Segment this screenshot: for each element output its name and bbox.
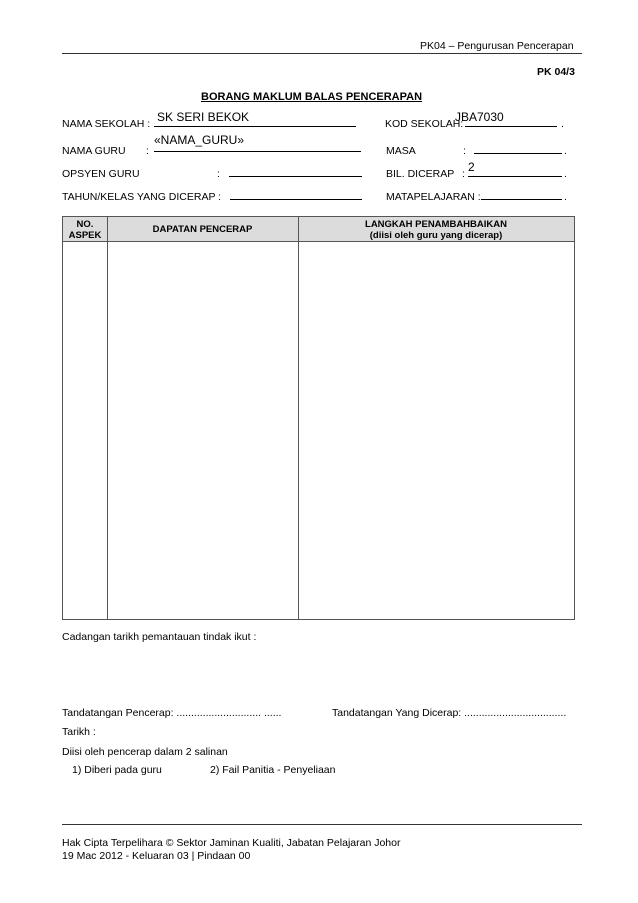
col-langkah-note: (diisi oleh guru yang dicerap) [369,230,503,241]
nama-sekolah-label: NAMA SEKOLAH : [62,118,151,130]
dapatan-cell[interactable] [108,242,298,618]
salinan-item-2: 2) Fail Panitia - Penyeliaan [210,764,336,776]
header-divider [62,53,582,54]
nama-sekolah-line [154,126,356,127]
aspek-cell[interactable] [63,242,107,618]
col-no-aspek [63,219,107,241]
opsyen-line[interactable] [229,176,362,177]
nama-sekolah-value[interactable]: SK SERI BEKOK [157,110,250,124]
masa-label: MASA [386,145,416,157]
matapelajaran-line[interactable] [481,199,562,200]
kod-sekolah-line [465,126,557,127]
bil-dicerap-colon: : [462,168,465,180]
col-langkah-penambahbaikan [298,219,574,241]
opsyen-colon: : [217,168,220,180]
tarikh-label: Tarikh : [62,726,96,738]
col-langkah-title: LANGKAH PENAMBAHBAIKAN [365,219,507,230]
tahun-kelas-label: TAHUN/KELAS YANG DICERAP : [62,191,222,203]
matapelajaran-label: MATAPELAJARAN : [386,191,481,203]
col-no-label: NO. [76,219,94,230]
cadangan-tarikh-label: Cadangan tarikh pemantauan tindak ikut : [62,631,257,643]
col-dapatan-pencerap: DAPATAN PENCERAP [152,224,253,235]
opsyen-label: OPSYEN GURU [62,168,140,180]
col-aspek-label: ASPEK [68,230,102,241]
bil-dicerap-period: . [564,168,567,180]
nama-guru-label: NAMA GURU [62,145,126,157]
bil-dicerap-label: BIL. DICERAP [386,168,455,180]
matapelajaran-period: . [564,191,567,203]
masa-line[interactable] [474,153,562,154]
document-reference: PK04 – Pengurusan Pencerapan [420,40,574,52]
masa-period: . [564,145,567,157]
tandatangan-pencerap[interactable]: Tandatangan Pencerap: ............................. ...... [62,707,282,719]
kod-sekolah-period: . [561,118,564,130]
kod-sekolah-value[interactable]: JBA7030 [455,110,504,124]
salinan-item-1: 1) Diberi pada guru [72,764,162,776]
footer-copyright: Hak Cipta Terpelihara © Sektor Jaminan Kualiti, Jabatan Pelajaran Johor [62,837,401,849]
form-code: PK 04/3 [537,66,575,78]
nama-guru-value[interactable]: «NAMA_GURU» [154,133,245,147]
kod-sekolah-label: KOD SEKOLAH: [385,118,464,130]
langkah-cell[interactable] [299,242,574,618]
footer-divider [62,824,582,825]
bil-dicerap-line [468,176,562,177]
masa-colon: : [463,145,466,157]
footer-version: 19 Mac 2012 - Keluaran 03 | Pindaan 00 [62,850,251,862]
bil-dicerap-value[interactable]: 2 [468,160,475,174]
salinan-note: Diisi oleh pencerap dalam 2 salinan [62,746,228,758]
form-title: BORANG MAKLUM BALAS PENCERAPAN [201,91,423,103]
tandatangan-dicerap[interactable]: Tandatangan Yang Dicerap: ................................... [332,707,567,719]
tahun-kelas-line[interactable] [230,199,362,200]
nama-guru-colon: : [146,145,149,157]
nama-guru-line [154,151,361,152]
feedback-table [62,216,575,620]
